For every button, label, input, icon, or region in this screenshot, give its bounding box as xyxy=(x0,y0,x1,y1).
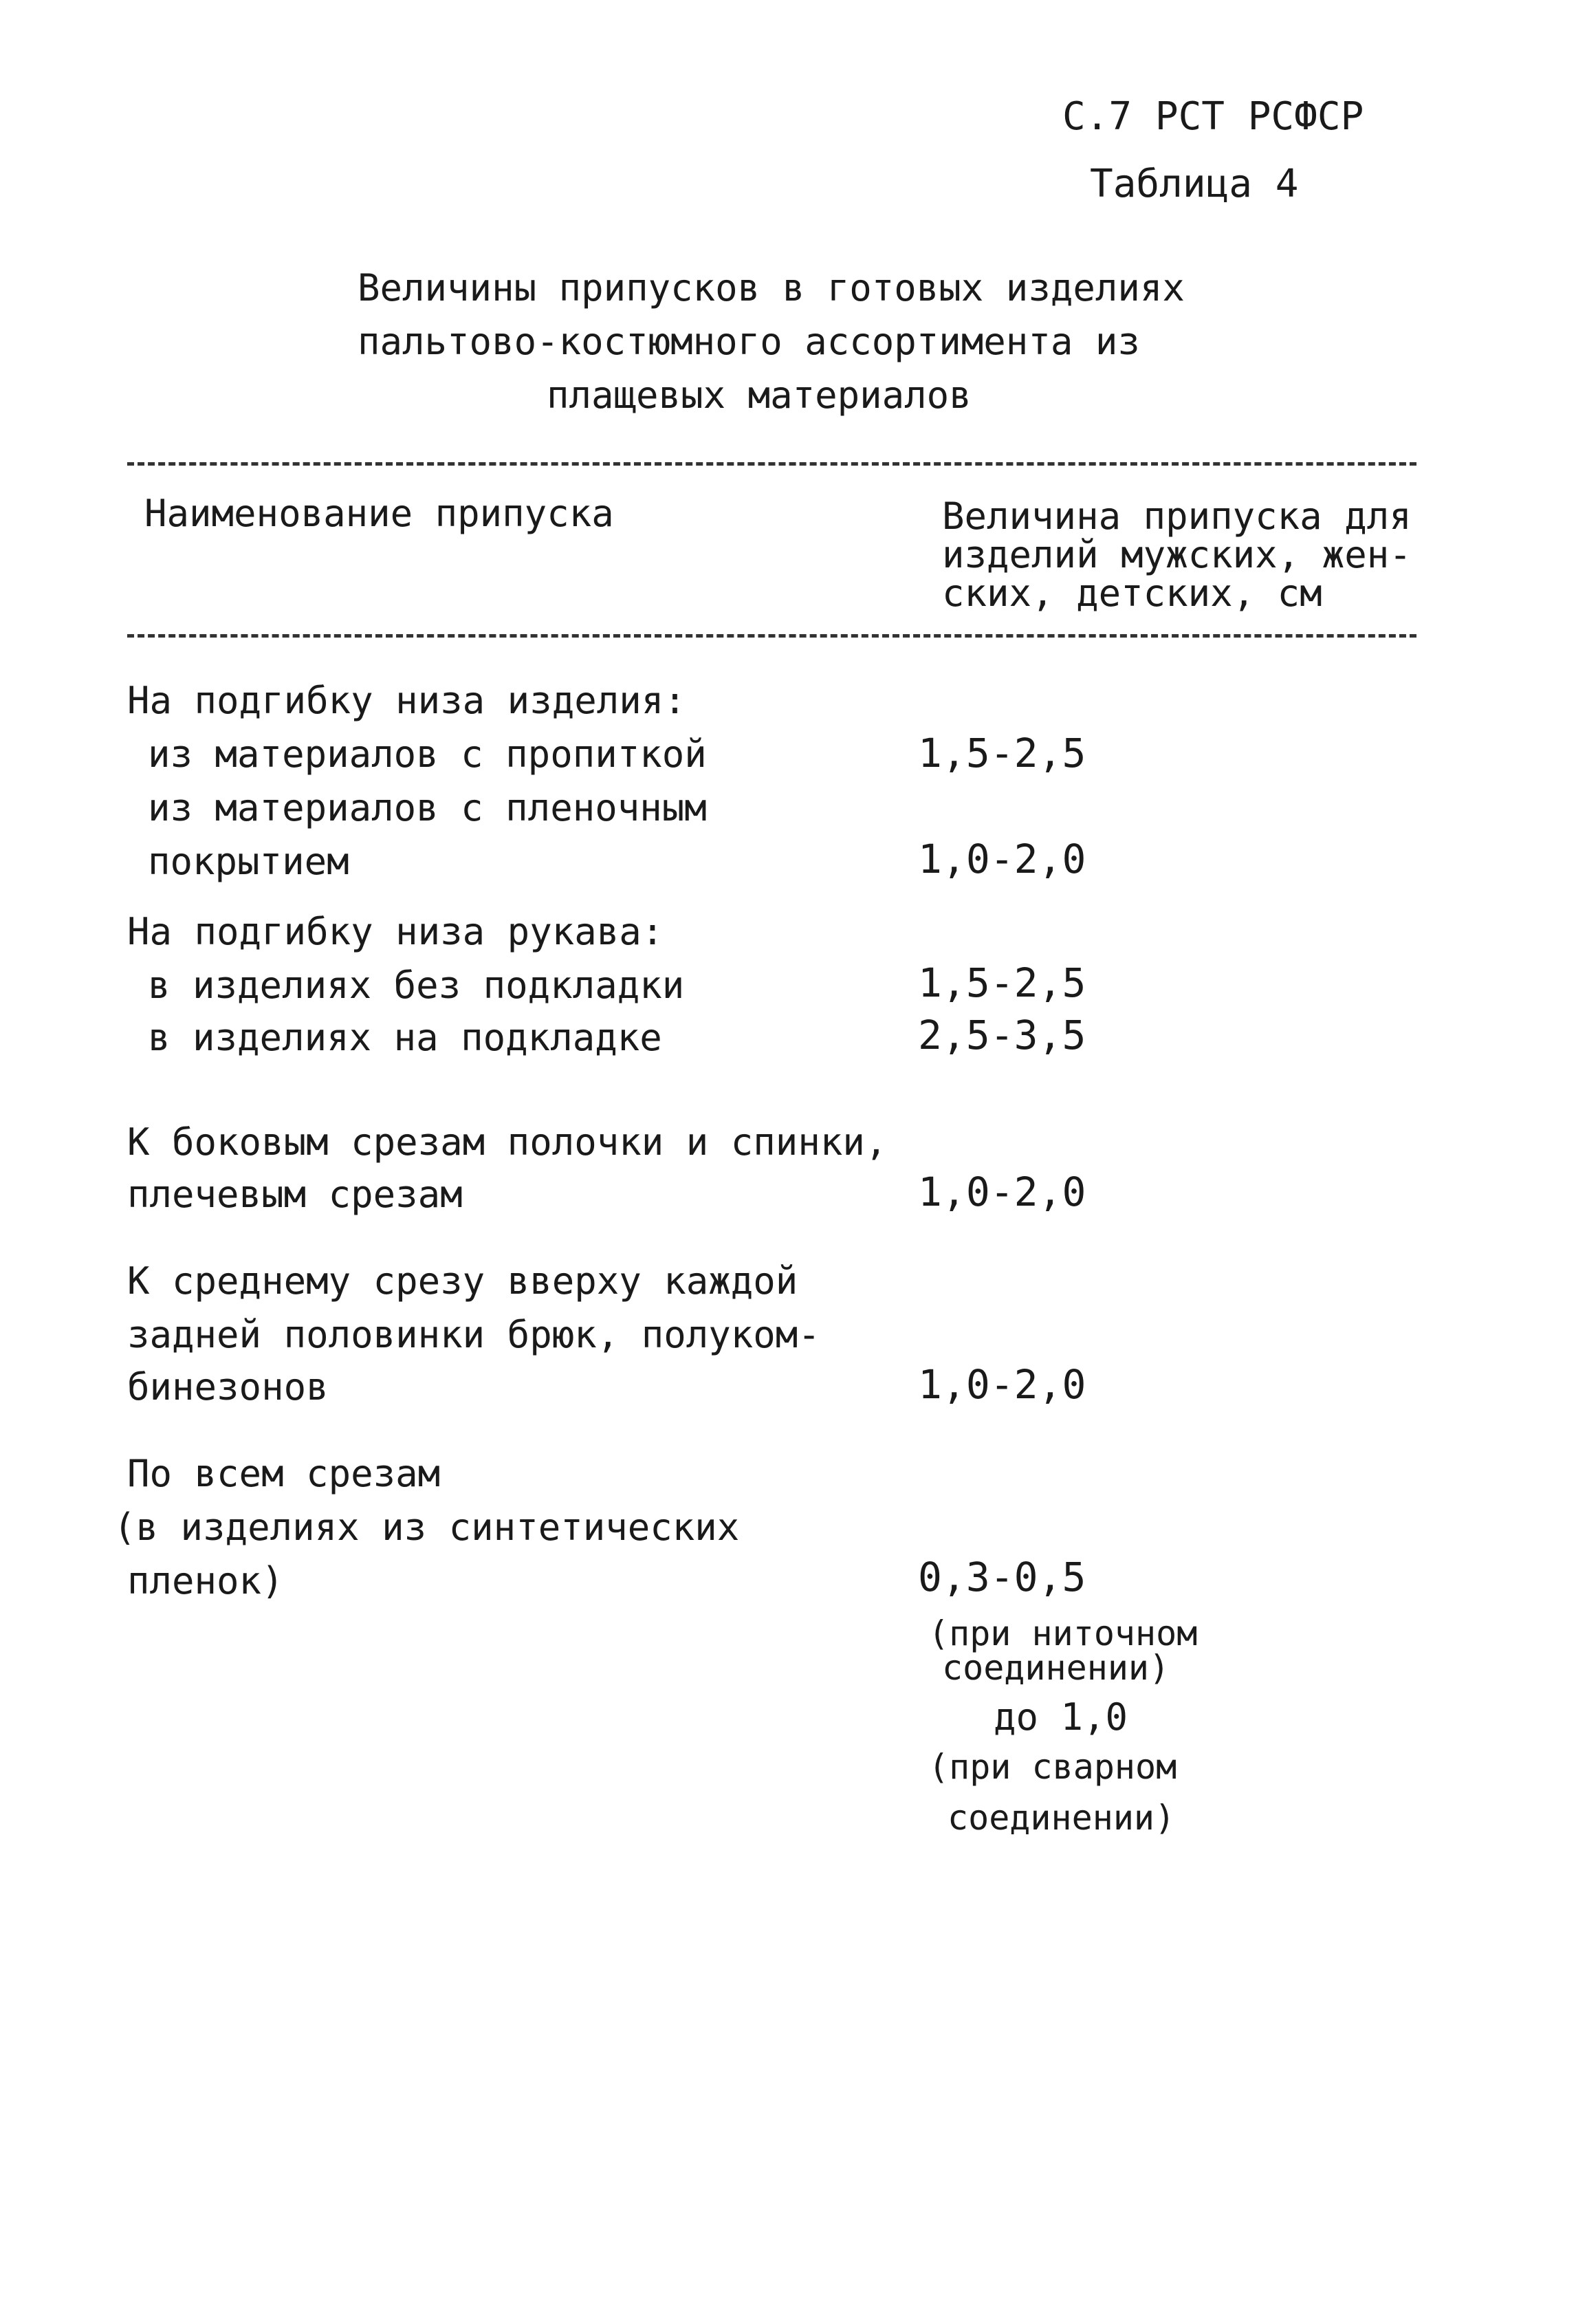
page-reference: С.7 РСТ РСФСР xyxy=(1062,94,1364,139)
table-header-rule xyxy=(127,634,1416,638)
row-all-seams-note-3: до 1,0 xyxy=(994,1695,1128,1739)
row-all-seams-value: 0,3-0,5 xyxy=(918,1554,1086,1600)
row-side-seams-line-1: К боковым срезам полочки и спинки, xyxy=(127,1120,888,1164)
row-hem-bottom-heading: На подгибку низа изделия: xyxy=(127,679,686,722)
row-center-seam-line-3: бинезонов xyxy=(127,1365,329,1409)
row-center-seam-line-1: К среднему срезу вверху каждой xyxy=(127,1259,798,1303)
column-header-name: Наименование припуска xyxy=(144,492,614,535)
row-hem-bottom-impregnated-value: 1,5-2,5 xyxy=(918,730,1086,777)
column-header-value-line-1: Величина припуска для xyxy=(942,495,1412,538)
table-title-line-2: пальтово-костюмного ассортимента из xyxy=(358,320,1140,363)
row-all-seams-note-2: соединении) xyxy=(942,1648,1170,1688)
row-all-seams-note-4: (при сварном xyxy=(928,1747,1177,1787)
row-hem-sleeve-unlined-value: 1,5-2,5 xyxy=(918,959,1086,1006)
table-number: Таблица 4 xyxy=(1090,162,1299,206)
row-all-seams-line-1: По всем срезам xyxy=(127,1452,441,1495)
row-all-seams-line-3: пленок) xyxy=(127,1559,284,1603)
row-hem-bottom-film-line-2: покрытием xyxy=(148,840,349,883)
row-side-seams-value: 1,0-2,0 xyxy=(918,1169,1086,1215)
row-all-seams-note-1: (при ниточном xyxy=(928,1614,1198,1653)
row-hem-bottom-film-value: 1,0-2,0 xyxy=(918,836,1086,882)
column-header-value-line-3: ских, детских, см xyxy=(942,572,1322,615)
row-hem-sleeve-heading: На подгибку низа рукава: xyxy=(127,910,664,953)
table-title-line-1: Величины припусков в готовых изделиях xyxy=(358,266,1185,309)
row-hem-bottom-impregnated: из материалов с пропиткой xyxy=(148,732,707,776)
row-all-seams-note-5: соединении) xyxy=(948,1798,1176,1838)
row-hem-sleeve-lined: в изделиях на подкладке xyxy=(148,1016,662,1059)
table-top-rule xyxy=(127,462,1416,466)
row-hem-sleeve-unlined: в изделиях без подкладки xyxy=(148,964,685,1007)
column-header-value-line-2: изделий мужских, жен- xyxy=(942,533,1412,576)
row-side-seams-line-2: плечевым срезам xyxy=(127,1173,463,1216)
row-hem-sleeve-lined-value: 2,5-3,5 xyxy=(918,1012,1086,1058)
row-all-seams-line-2: (в изделиях из синтетических xyxy=(113,1506,740,1549)
row-center-seam-value: 1,0-2,0 xyxy=(918,1361,1086,1408)
table-title-line-3: плащевых материалов xyxy=(547,373,972,417)
row-center-seam-line-2: задней половинки брюк, полуком- xyxy=(127,1313,820,1356)
row-hem-bottom-film-line-1: из материалов с пленочным xyxy=(148,786,707,829)
